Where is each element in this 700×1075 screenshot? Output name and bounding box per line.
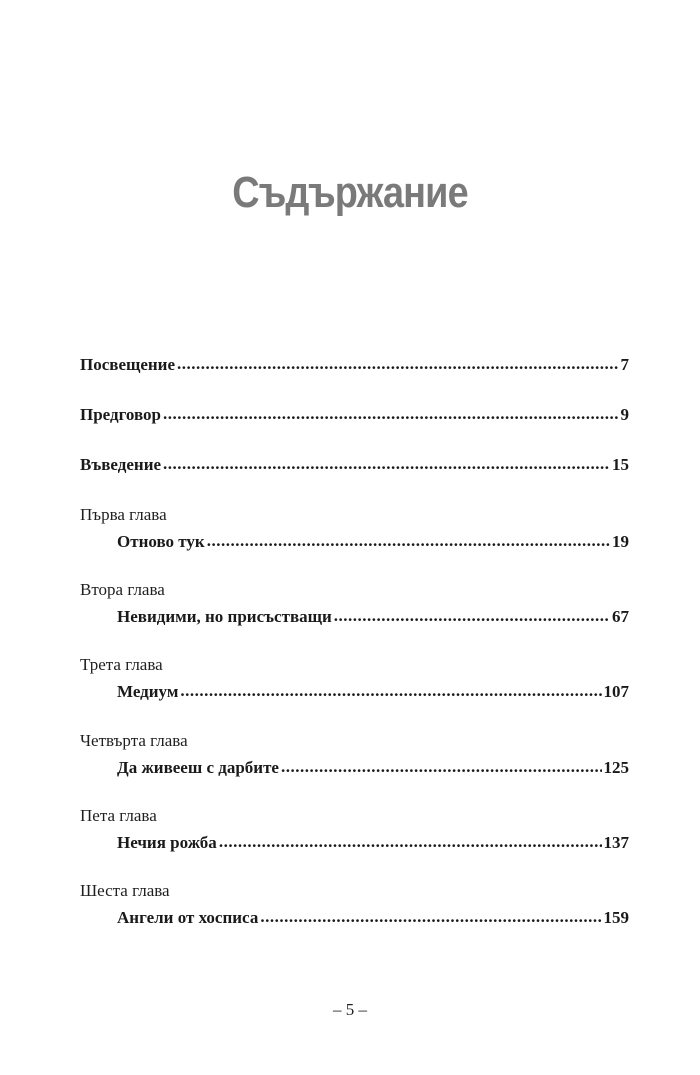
page-number-footer: – 5 – [333,1000,367,1019]
toc-entry-chapter-2[interactable] [117,607,629,627]
toc-page-number: 19 [612,532,629,551]
dot-leader [207,531,610,551]
toc-entry-chapter-3[interactable] [117,682,629,702]
toc-entry-label: Ангели от хосписа [117,908,259,927]
chapter-label: Трета глава [80,655,163,674]
toc-entry-label: Посвещение [80,355,176,374]
toc-entry-label: Невидими, но присъстващи [117,607,332,626]
dot-leader [281,757,602,777]
page-title: Съдържание [232,168,468,217]
toc-page-number: 107 [603,682,629,701]
chapter-label: Втора глава [80,580,165,599]
chapter-label: Първа глава [80,505,167,524]
toc-page-number: 125 [603,758,629,777]
toc-entry-label: Отново тук [117,532,205,551]
toc-entry-label: Нечия рожба [117,833,217,852]
dot-leader [180,681,601,701]
dot-leader [219,832,602,852]
toc-page-number: 159 [603,908,629,927]
chapter-label: Четвърта глава [80,731,188,750]
toc-page-number: 15 [612,455,629,474]
dot-leader [163,404,619,424]
toc-page-number: 137 [603,833,629,852]
toc-entry-chapter-5[interactable] [117,833,629,853]
chapter-label: Пета глава [80,806,157,825]
chapter-label: Шеста глава [80,881,170,900]
toc-entry-label: Въведение [80,455,162,474]
dot-leader [177,354,618,374]
toc-entry-chapter-4[interactable] [117,758,629,778]
toc-entry-label: Да живееш с дарбите [117,758,279,777]
dot-leader [260,907,601,927]
toc-page-number: 9 [620,405,629,424]
toc-entry-label: Предговор [80,405,161,424]
toc-entry-dedication[interactable] [80,355,629,375]
dot-leader [163,454,610,474]
dot-leader [334,606,610,626]
toc-page-number: 67 [612,607,629,626]
toc-entry-chapter-6[interactable] [117,908,629,928]
toc-page-number: 7 [620,355,629,374]
toc-entry-chapter-1[interactable] [117,532,629,552]
toc-entry-label: Медиум [117,682,179,701]
toc-entry-preface[interactable] [80,405,629,425]
toc-entry-introduction[interactable] [80,455,629,475]
